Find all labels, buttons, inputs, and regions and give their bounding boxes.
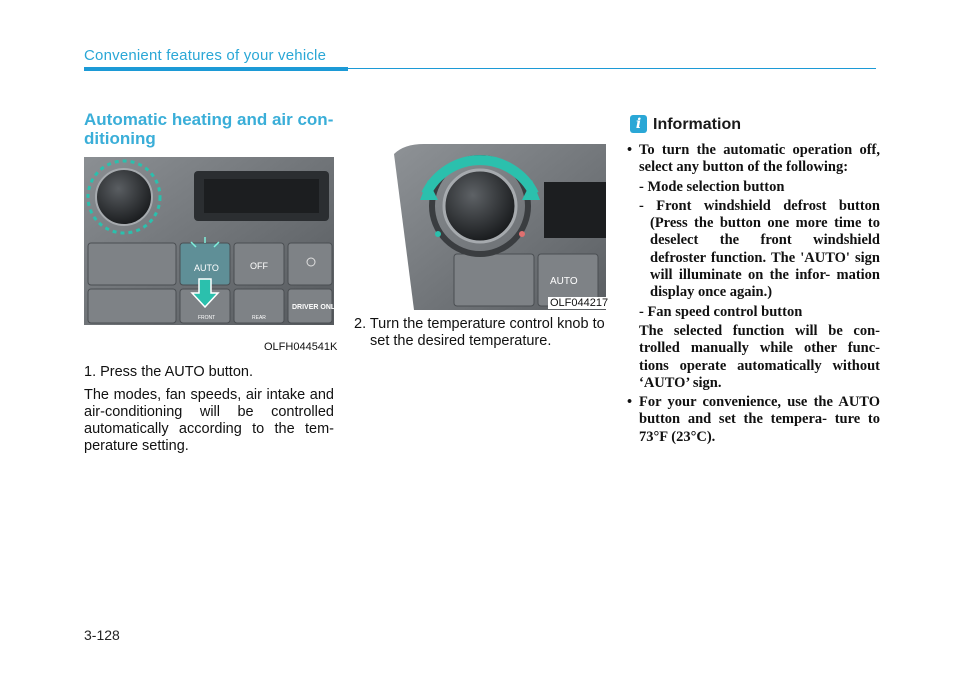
figure-temperature-knob — [354, 114, 606, 310]
left-column-text — [84, 364, 334, 461]
driver-only-label: DRIVER ONLY — [292, 304, 340, 311]
middle-column-text — [354, 316, 606, 356]
information-heading: Information — [653, 116, 741, 133]
off-button-label: OFF — [250, 261, 268, 271]
auto-button-label: AUTO — [194, 263, 219, 273]
figure1-code: OLFH044541K — [264, 341, 338, 353]
info-note: The selected function will be con- trolled manually while other func- tions operate automatically without ‘AUTO’ sign. — [639, 322, 880, 391]
running-header: Convenient features of your vehicle — [84, 47, 327, 64]
header-rule-thick — [84, 67, 348, 71]
info-item-mode: - Mode selection button — [639, 178, 785, 195]
info-bullet-1: • To turn the automatic operation off, select any button of the following: — [624, 142, 880, 177]
info-item-front-defrost: - Front windshield defrost button (Press the button one more time to deselect the front windshield defroster function. The 'AUTO' sign will illuminate on the infor- mation display once again.) — [639, 197, 880, 301]
step1-description: The modes, fan speeds, air intake and air-conditioning will be controlled automatically according to the tem- perature setting. — [84, 387, 334, 454]
page-number: 3-128 — [84, 627, 120, 643]
front-defrost-label: FRONT — [198, 315, 216, 321]
section-title: Automatic heating and air con- ditioning — [84, 110, 334, 148]
climate-panel-illustration — [84, 157, 340, 325]
step1-instruction: 1. Press the AUTO button. — [84, 364, 253, 380]
step2-instruction: 2. Turn the temperature control knob to set the desired temperature. — [354, 316, 605, 349]
info-item-fan-speed: - Fan speed control button — [639, 303, 803, 320]
info-bullet-2: • For your convenience, use the AUTO button and set the tempera- ture to 73°F (23°C). — [624, 394, 880, 446]
auto-button-label-2: AUTO — [550, 276, 578, 287]
rear-defrost-label: REAR — [252, 315, 266, 321]
header-rule-thin — [348, 68, 876, 69]
figure-climate-panel — [84, 157, 340, 325]
temperature-knob-illustration — [354, 114, 606, 310]
information-icon: i — [630, 115, 647, 133]
information-content — [624, 142, 880, 448]
figure2-code: OLF044217 — [550, 297, 609, 309]
